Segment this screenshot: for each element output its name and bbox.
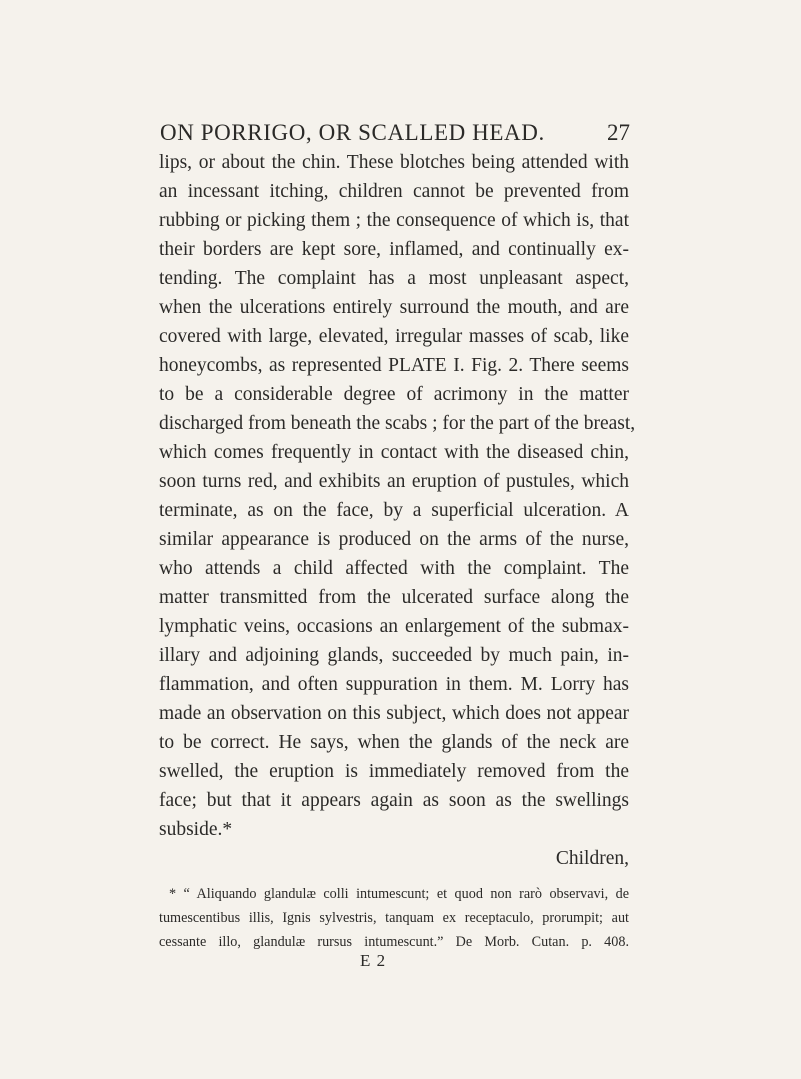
text-line: an incessant itching, children cannot be prevented from [159,181,629,202]
text-line: to be a considerable degree of acrimony in the matter [159,384,629,405]
footnote [159,882,629,954]
text-line: illary and adjoining glands, succeeded by much pain, in- [159,645,629,666]
text-line: soon turns red, and exhibits an eruption of pustules, which [159,471,629,492]
text-line: rubbing or picking them ; the consequence of which is, that [159,210,629,231]
body-text [159,148,636,873]
text-line: discharged from beneath the scabs ; for the part of the breast, [159,413,636,434]
text-line: covered with large, elevated, irregular masses of scab, like [159,326,629,347]
text-line: made an observation on this subject, which does not appear [159,703,629,724]
text-line: to be correct. He says, when the glands of the neck are [159,732,629,753]
text-line: honeycombs, as represented PLATE I. Fig. 2. There seems [159,355,629,376]
catchword: Children, [555,848,629,869]
signature-mark: E 2 [360,951,387,970]
text-line: flammation, and often suppuration in them. M. Lorry has [159,674,629,695]
text-line: lymphatic veins, occasions an enlargement of the submax- [159,616,629,637]
text-line: who attends a child affected with the complaint. The [159,558,629,579]
text-line: which comes frequently in contact with the diseased chin, [159,442,629,463]
text-line: face; but that it appears again as soon as the swellings [159,790,629,811]
running-head: ON PORRIGO, OR SCALLED HEAD. [160,120,545,145]
text-line: subside.* [159,819,233,840]
text-line: terminate, as on the face, by a superficial ulceration. A [159,500,629,521]
footnote-line: tumescentibus illis, Ignis sylvestris, tanquam ex receptaculo, prorumpit; aut [159,910,629,926]
page-number: 27 [607,120,630,145]
footnote-line: cessante illo, glandulæ rursus intumescunt.” De Morb. Cutan. p. 408. [159,934,629,950]
text-line: lips, or about the chin. These blotches being attended with [159,152,629,173]
footnote-line: * “ Aliquando glandulæ colli intumescunt; et quod non rarò observavi, de [169,886,629,902]
text-line: swelled, the eruption is immediately removed from the [159,761,629,782]
text-line: matter transmitted from the ulcerated surface along the [159,587,629,608]
text-line: tending. The complaint has a most unpleasant aspect, [159,268,629,289]
text-line: similar appearance is produced on the arms of the nurse, [159,529,629,550]
text-line: when the ulcerations entirely surround the mouth, and are [159,297,629,318]
text-line: their borders are kept sore, inflamed, and continually ex- [159,239,629,260]
